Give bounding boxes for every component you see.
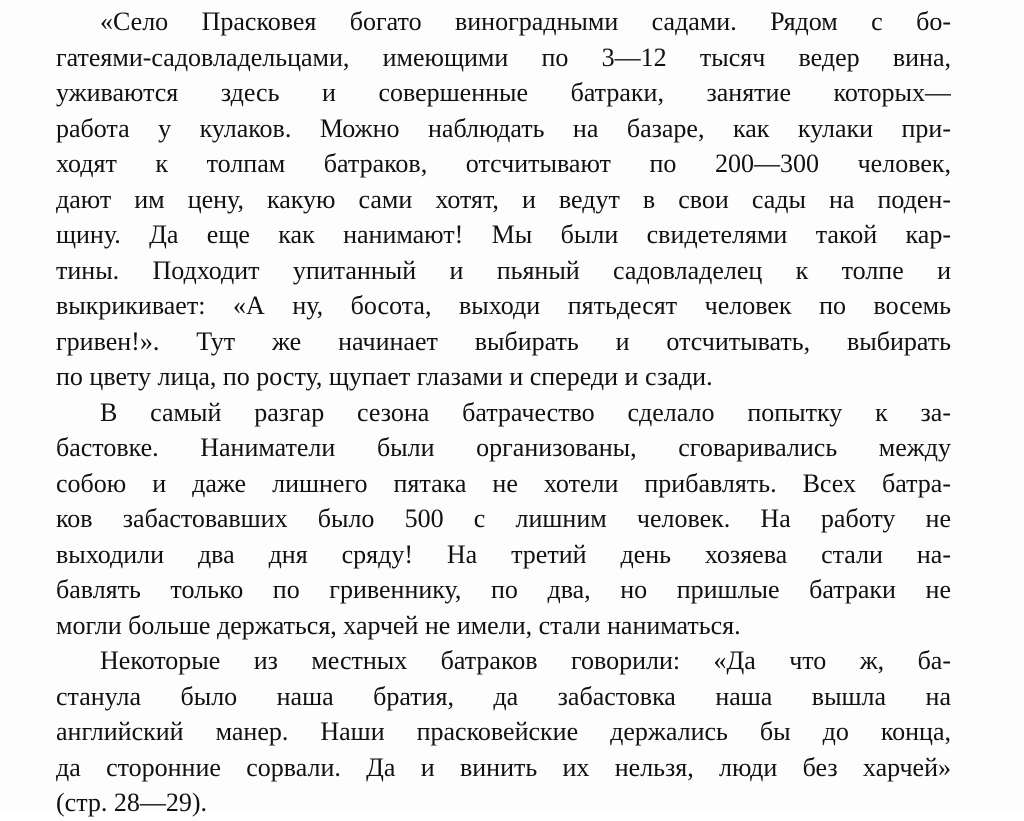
text-line: станула было наша братия, да забастовка наша вышла на (56, 681, 951, 711)
text-line: ходят к толпам батраков, отсчитывают по 200—300 человек, (56, 149, 951, 178)
paragraph-2 (56, 395, 951, 644)
text-line: дают им цену, какую сами хотят, и ведут в свои сады на поден- (56, 184, 951, 214)
text-line: да сторонние сорвали. Да и винить их нельзя, люди без харчей» (56, 752, 951, 782)
text-line: по цвету лица, по росту, щупает глазами и спереди и сзади. (56, 362, 713, 391)
text-line: выкрикивает: «А ну, босота, выходи пятьдесят человек по восемь (56, 291, 951, 320)
text-line: бастовке. Наниматели были организованы, сговаривались между (56, 433, 951, 462)
text-line: бавлять только по гривеннику, по два, но пришлые батраки не (56, 575, 951, 604)
text-line: Некоторые из местных батраков говорили: «Да что ж, ба- (100, 646, 951, 675)
text-line: щину. Да еще как нанимают! Мы были свидетелями такой кар- (56, 220, 951, 249)
text-line: уживаются здесь и совершенные батраки, занятие которых— (56, 78, 951, 107)
text-line: гривен!». Тут же начинает выбирать и отсчитывать, выбирать (56, 326, 951, 356)
text-line: (стр. 28—29). (56, 788, 208, 817)
text-line: собою и даже лишнего пятака не хотели прибавлять. Всех батра- (56, 468, 951, 498)
text-line: гатеями-садовладельцами, имеющими по 3—12 тысяч ведер вина, (56, 42, 951, 72)
text-line: В самый разгар сезона батрачество сделало попытку к за- (100, 397, 951, 427)
body-text (56, 4, 951, 821)
text-line: могли больше держаться, харчей не имели, стали наниматься. (56, 610, 741, 640)
text-line: тины. Подходит упитанный и пьяный садовладелец к толпе и (56, 255, 951, 285)
text-line: «Село Прасковея богато виноградными садами. Рядом с бо- (100, 7, 951, 36)
text-line: ков забастовавших было 500 с лишним человек. На работу не (56, 504, 951, 533)
text-line: английский манер. Наши прасковейские держались бы до конца, (56, 717, 951, 746)
paragraph-1 (56, 4, 951, 395)
text-line: работа у кулаков. Можно наблюдать на базаре, как кулаки при- (56, 113, 951, 143)
text-line: выходили два дня сряду! На третий день хозяева стали на- (56, 539, 951, 569)
paragraph-3 (56, 643, 951, 821)
